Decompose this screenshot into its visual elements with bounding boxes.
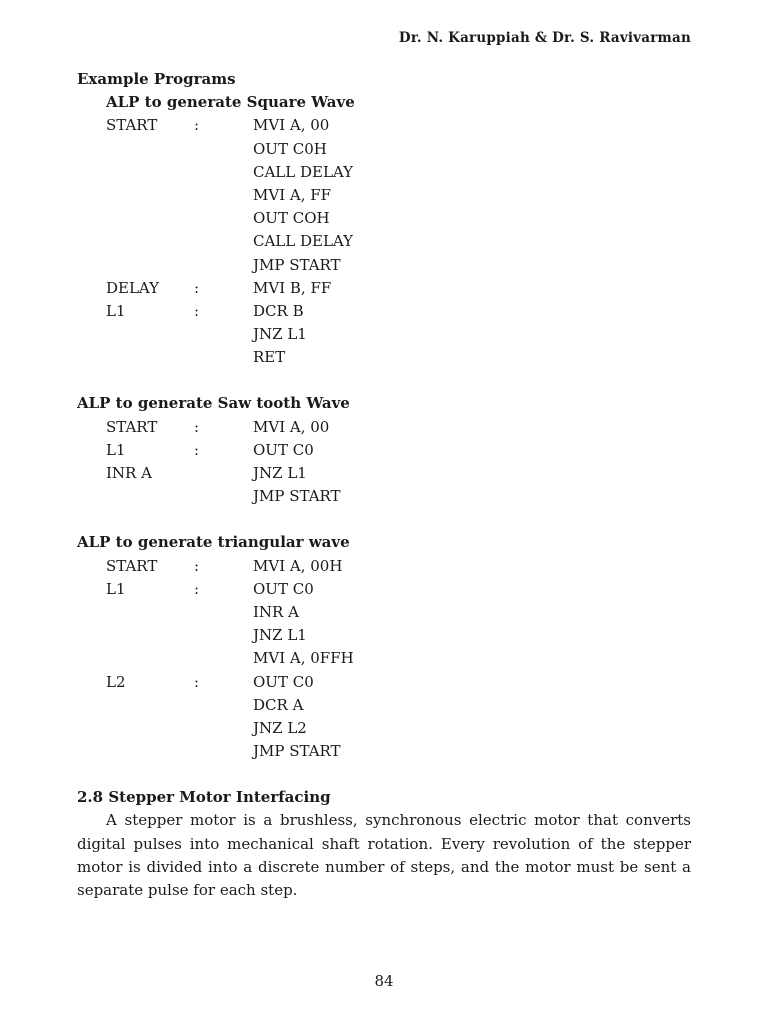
code-instruction: JNZ L1 <box>253 626 307 645</box>
code-line <box>77 485 691 508</box>
code-line <box>77 138 691 161</box>
code-line <box>77 254 691 277</box>
code-instruction: OUT C0 <box>253 672 314 691</box>
program-block <box>77 531 691 786</box>
code-colon: : <box>194 672 200 691</box>
code-instruction: OUT COH <box>253 209 330 228</box>
code-instruction: RET <box>253 348 286 367</box>
code-instruction: MVI B, FF <box>253 278 332 297</box>
code-line <box>77 346 691 369</box>
code-instruction: INR A <box>253 602 299 621</box>
code-instruction: CALL DELAY <box>253 232 354 251</box>
section-heading: 2.8 Stepper Motor Interfacing <box>77 788 331 807</box>
section-paragraph <box>77 809 691 902</box>
code-line <box>77 601 691 624</box>
page-number: 84 <box>374 972 394 990</box>
code-colon: : <box>194 417 200 436</box>
code-label: START <box>106 417 158 436</box>
code-label: INR A <box>106 464 152 482</box>
code-label: L2 <box>106 672 126 691</box>
code-colon: : <box>194 301 200 320</box>
code-instruction: OUT C0H <box>253 139 327 158</box>
code-colon: : <box>194 556 200 575</box>
code-instruction: DCR B <box>253 301 304 320</box>
section-title: Example Programs <box>77 70 236 88</box>
code-instruction: MVI A, 0FFH <box>253 649 354 668</box>
block-spacer <box>77 508 691 531</box>
code-instruction: JNZ L2 <box>253 718 307 737</box>
running-header: Dr. N. Karuppiah & Dr. S. Ravivarman <box>398 30 691 46</box>
code-instruction: MVI A, FF <box>253 185 332 204</box>
program-block <box>77 91 691 392</box>
code-label: L1 <box>106 301 126 320</box>
block-spacer <box>77 369 691 392</box>
code-instruction: DCR A <box>253 695 304 714</box>
code-label: L1 <box>106 440 126 459</box>
code-line <box>77 694 691 717</box>
block-spacer <box>77 763 691 786</box>
code-instruction: MVI A, 00 <box>253 417 330 436</box>
code-instruction: JMP START <box>253 487 341 506</box>
program-list <box>77 91 691 786</box>
code-instruction: MVI A, 00H <box>253 556 343 575</box>
code-line <box>77 161 691 184</box>
code-line <box>77 114 691 137</box>
code-instruction: JMP START <box>253 255 341 274</box>
code-instruction: OUT C0 <box>253 440 314 459</box>
paragraph-text: A stepper motor is a brushless, synchronous electric motor that converts digital pulses into mechanical shaft rotation. Every revolution of the stepper motor is divided into a discrete number of steps, and the motor must be sent a separate pulse for each step. <box>77 811 691 900</box>
code-line <box>77 300 691 323</box>
code-line <box>77 416 691 439</box>
code-line <box>77 462 691 485</box>
code-label: L1 <box>106 579 126 598</box>
code-instruction: CALL DELAY <box>253 162 354 181</box>
code-instruction: JNZ L1 <box>253 464 307 482</box>
code-line <box>77 323 691 346</box>
code-line <box>77 740 691 763</box>
code-colon: : <box>194 116 200 135</box>
code-instruction: JNZ L1 <box>253 325 307 344</box>
code-instruction: JMP START <box>253 742 341 761</box>
program-title: ALP to generate Saw tooth Wave <box>77 394 350 413</box>
code-instruction: OUT C0 <box>253 579 314 598</box>
code-line <box>77 647 691 670</box>
code-line <box>77 439 691 462</box>
code-label: DELAY <box>106 278 160 297</box>
code-line <box>77 230 691 253</box>
code-line <box>77 578 691 601</box>
code-line <box>77 277 691 300</box>
page-content <box>77 68 691 902</box>
code-label: START <box>106 556 158 575</box>
code-colon: : <box>194 278 200 297</box>
program-title: ALP to generate Square Wave <box>106 93 355 112</box>
code-line <box>77 717 691 740</box>
code-label: START <box>106 116 158 135</box>
program-block <box>77 392 691 531</box>
code-line <box>77 184 691 207</box>
program-title: ALP to generate triangular wave <box>77 533 350 552</box>
code-colon: : <box>194 440 200 459</box>
code-instruction: MVI A, 00 <box>253 116 330 135</box>
code-line <box>77 555 691 578</box>
code-line <box>77 207 691 230</box>
code-line <box>77 624 691 647</box>
code-line <box>77 671 691 694</box>
code-colon: : <box>194 579 200 598</box>
